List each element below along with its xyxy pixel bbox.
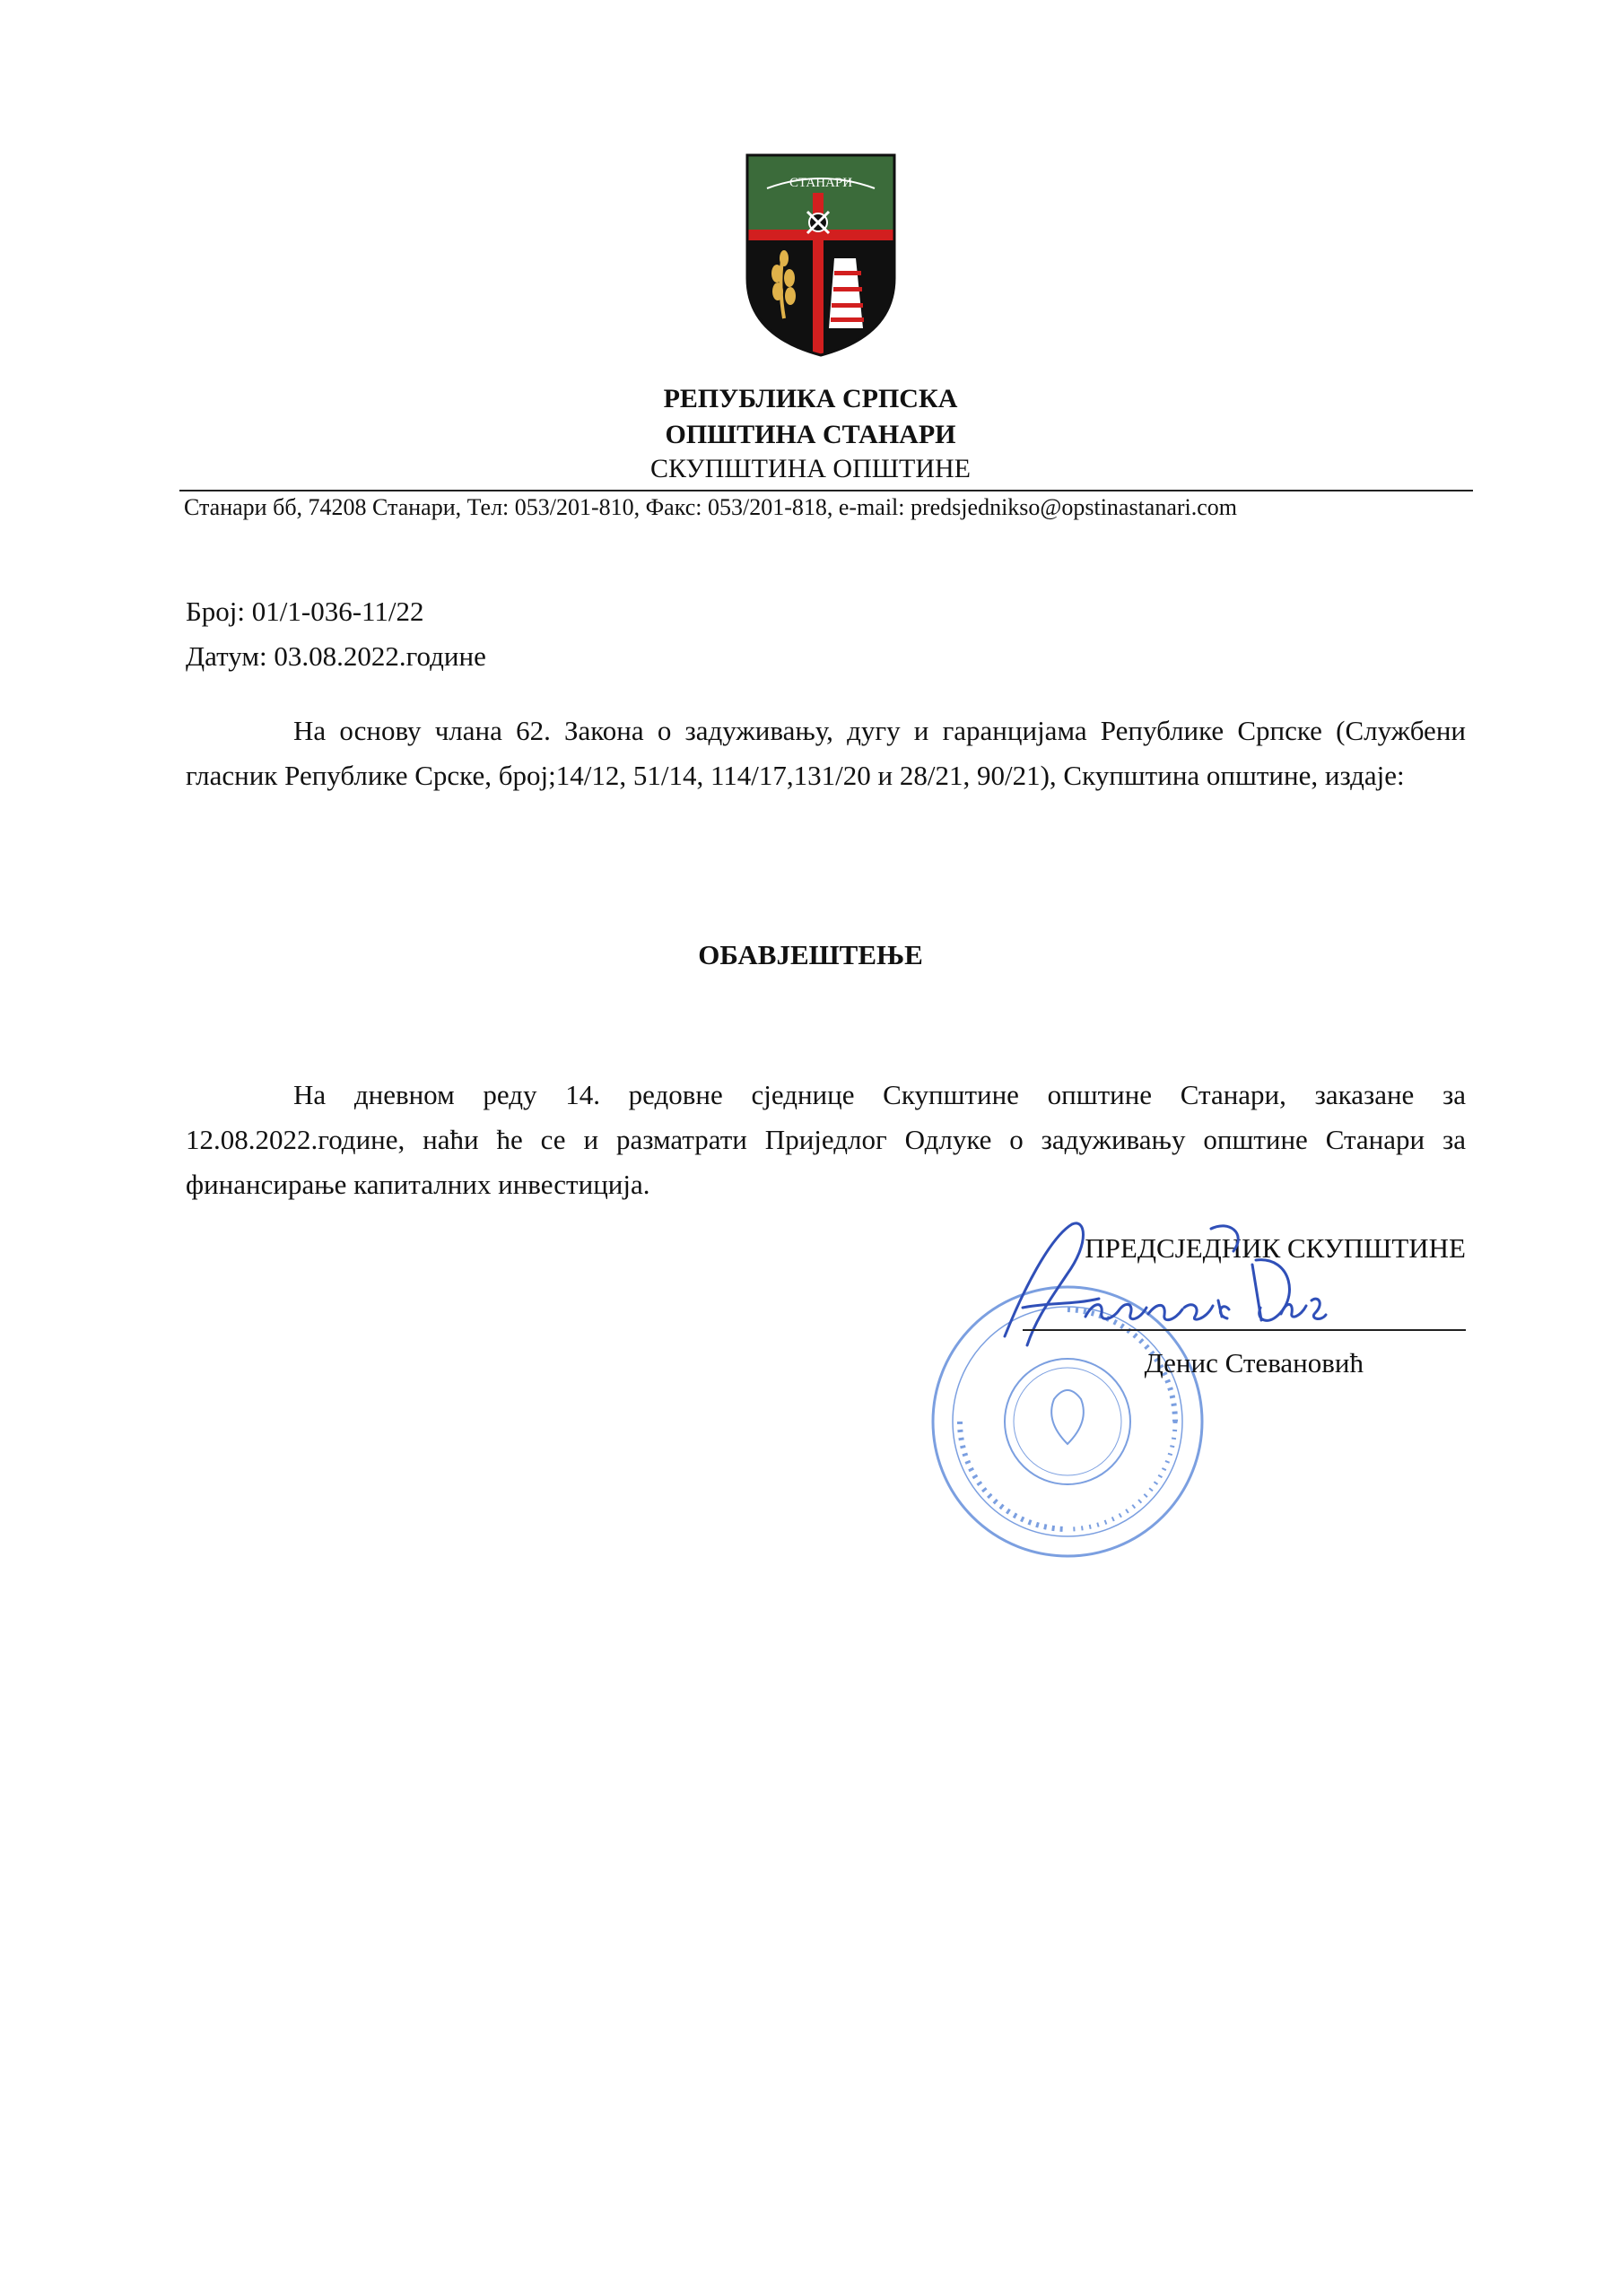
- body-paragraph: На дневном реду 14. редовне сједнице Скупштине општине Станари, заказане за 12.08.2022.године, наћи ће се и разматрати Приједлог Одлуке о задуживању општине Станари за финансирање капиталних инвестиција.: [186, 1079, 1466, 1200]
- signature-role: ПРЕДСЈЕДНИК СКУПШТИНЕ: [1085, 1232, 1466, 1264]
- document-title: ОБАВЈЕШТЕЊЕ: [698, 939, 923, 970]
- signatory-name: Денис Стевановић: [1144, 1347, 1364, 1378]
- republic-heading: РЕПУБЛИКА СРПСКА: [663, 384, 958, 413]
- coat-of-arms-icon: [745, 152, 897, 357]
- crest-banner: СТАНАРИ: [789, 176, 853, 190]
- reference-date: Датум: 03.08.2022.године: [186, 640, 486, 672]
- signature-line: [1023, 1329, 1466, 1331]
- assembly-heading: СКУПШТИНА ОПШТИНЕ: [650, 454, 971, 483]
- intro-paragraph: На основу члана 62. Закона о задуживању, дугу и гаранцијама Републике Српске (Службени гласник Републике Срске, број;14/12, 51/14, 114/17,131/20 и 28/21, 90/21), Скупштина општине, издаје:: [186, 715, 1466, 791]
- contact-line: Станари бб, 74208 Станари, Тел: 053/201-810, Факс: 053/201-818, e-mail: predsjednikso@opstinastanari.com: [184, 494, 1238, 520]
- municipality-heading: ОПШТИНА СТАНАРИ: [665, 420, 956, 449]
- reference-number: Број: 01/1-036-11/22: [186, 596, 424, 627]
